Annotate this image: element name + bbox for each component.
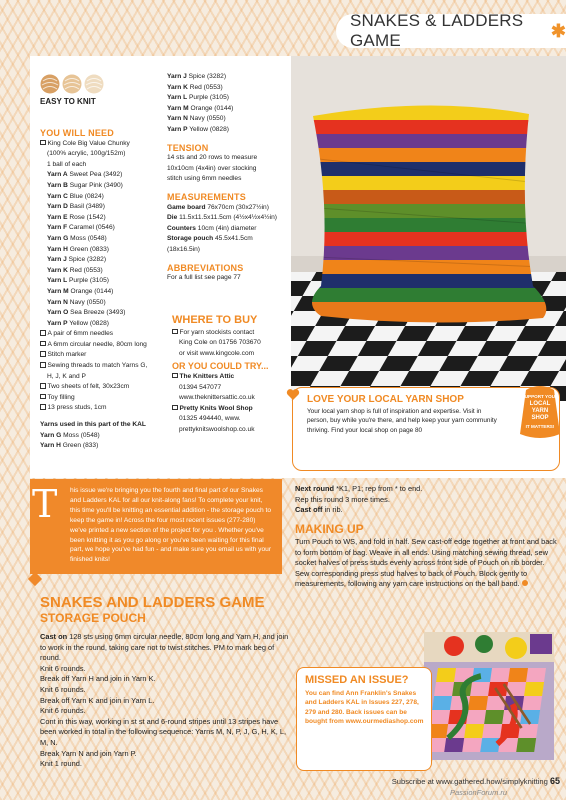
badge-text: SHOP: [531, 415, 549, 421]
cast-on-line: Cast on 128 sts using 6mm circular needle, 80cm long and Yarn H, and join to work in the round, taking care not to twist stitches. PM to mark beg of round.: [40, 632, 289, 663]
measurement-row: Die 11.5x11.5x11.5cm (4½x4½x4½in): [167, 214, 277, 222]
yarn-list: [40, 170, 155, 329]
extras-list: [40, 329, 155, 414]
checkbox-icon: [172, 329, 178, 335]
pattern-step: Cont in this way, working in st st and 6-round stripes until 13 stripes have been worked in total in the following sequence: Yarns M, N, P, J, G, H, K, L, M, N.: [40, 716, 287, 747]
stockist-line: King Cole on 01756 703670: [179, 339, 261, 347]
love-local-body: Your local yarn shop is full of inspiration and expertise. Visit in person, buy while you're there, and help keep your yarn community thriving. Find your local shop on page 80: [307, 408, 497, 434]
measurements-list: [167, 203, 292, 245]
tension-line: 14 sts and 20 rows to measure: [167, 154, 258, 162]
pattern-step: Break Yarn N and join Yarn P.: [40, 748, 137, 758]
checkbox-icon: [40, 341, 46, 347]
checkbox-icon: [40, 404, 46, 410]
tension-line: stitch using 6mm needles: [167, 175, 242, 183]
shop-phone: 01325 494440, www.: [179, 415, 241, 423]
rib-instructions: [295, 484, 560, 516]
checkbox-icon: [40, 140, 46, 146]
yarn-item: Yarn J Spice (3282): [167, 73, 227, 80]
yarn-item: Yarn E Rose (1542): [47, 213, 106, 221]
subscribe-link[interactable]: Subscribe at www.gathered.how/simplyknitting: [391, 777, 548, 786]
shop-name: Pretty Knits Wool Shop: [179, 404, 253, 412]
pattern-step: Break off Yarn K and join in Yarn L.: [40, 695, 155, 705]
shop-link[interactable]: www.theknittersattic.co.uk: [179, 394, 255, 402]
badge-text: LOCAL: [529, 401, 551, 407]
game-board-photo: [424, 632, 554, 760]
col2: [167, 72, 292, 284]
page-number: 65: [549, 776, 560, 786]
yarn-item: Yarn D Basil (3489): [47, 203, 105, 211]
making-up-heading: MAKING UP: [295, 522, 364, 536]
diamond-icon: [28, 572, 42, 586]
knitted-bag-photo: [291, 56, 566, 401]
badge-text: IT MATTERS!: [525, 424, 555, 429]
badge-text: SUPPORT YOUR: [521, 394, 559, 399]
missed-issue-body: You can find Ann Franklin's Snakes and Ladders KAL in Issues 227, 278, 279 and 280. Back issues can be bought from www.ourmediashop.com: [305, 690, 424, 726]
measurement-row: Storage pouch 45.5x41.5cm: [167, 235, 253, 243]
yarn-item: Yarn K Red (0553): [167, 83, 223, 91]
missed-issue-heading: MISSED AN ISSUE?: [305, 674, 409, 686]
yarn-item: Yarn M Orange (0144): [167, 104, 234, 112]
shop-badge-icon: [516, 384, 564, 445]
yarn-balls-icon: [40, 74, 104, 94]
pattern-step: Knit 6 rounds.: [40, 684, 86, 694]
yarn-item: Yarn G Moss (0548): [47, 234, 107, 242]
next-round-line: Next round *K1, P1; rep from * to end.: [295, 484, 423, 493]
intro-text: his issue we're bringing you the fourth and final part of our Snakes and Ladders KAL for all our knit-along fans! To complete your knit, this time you'll be knitting an essential addition - the storage pouch to keep the game in! Across the four most recent issues (277-280) we've printed a new section of the project for you . Whether you've been knitting it as you go along or you've been waiting for this final part, we hope you've had fun - and make sure you email us with your finished knits!: [70, 487, 272, 564]
where-to-buy-heading: WHERE TO BUY: [172, 314, 258, 326]
checkbox-icon: [40, 394, 46, 400]
material-item: A 6mm circular needle, 80cm long: [40, 340, 155, 351]
material-item: Stitch marker: [40, 350, 155, 361]
pattern-step: Knit 1 round.: [40, 759, 82, 769]
yarn-item: Yarn J Spice (3282): [47, 256, 107, 264]
kal-yarn-list: [40, 431, 155, 452]
shop-phone: 01394 547077: [179, 383, 222, 391]
footer: [350, 776, 560, 786]
materials-intro-line: 1 ball of each: [47, 160, 87, 168]
material-item: Sewing threads to match Yarns G,: [40, 361, 155, 372]
making-up-body: Turn Pouch to WS, and fold in half. Sew cast-off edge together at front and back to form bottom of bag. Weave in all ends. Using matching sewing thread, sew socket halves of press studs evenly across front side of Pouch on rib border. Sew corresponding press stud halves to back of Pouch. Block gently to measurements, following any yarn care instructions on the ball band.: [295, 537, 557, 589]
pattern-step: Knit 6 rounds.: [40, 663, 86, 673]
yarn-item: Yarn N Navy (0550): [47, 298, 106, 306]
intro-box: [30, 479, 282, 574]
pattern-subtitle: STORAGE POUCH: [40, 611, 146, 625]
measurement-row: Counters 10cm (4in) diameter: [167, 224, 257, 232]
you-will-need: [40, 128, 155, 452]
love-local-heading: LOVE YOUR LOCAL YARN SHOP: [307, 394, 464, 405]
stockist-line: For yarn stockists contact: [179, 328, 255, 336]
tension-line: 10x10cm (4x4in) over stocking: [167, 164, 257, 172]
yarn-item: Yarn L Purple (3105): [47, 277, 109, 285]
pattern-steps: [40, 664, 292, 770]
materials-intro-line: (100% acrylic, 100g/152m): [47, 150, 126, 158]
yarn-item: Yarn L Purple (3105): [167, 94, 229, 102]
yarn-item: Yarn H Green (0833): [47, 245, 109, 253]
yarn-item: Yarn O Sea Breeze (3493): [47, 309, 126, 317]
cast-off-line: Cast off in rib.: [295, 505, 343, 515]
material-item: H, J, K and P: [47, 372, 86, 380]
missed-issue-box: [296, 667, 432, 771]
yarn-item: Yarn B Sugar Pink (3490): [47, 181, 123, 189]
yarn-item: Yarn P Yellow (0828): [47, 319, 109, 327]
abbreviations-text: For a full list see page 77: [167, 274, 241, 282]
measurements-extra: (18x16.5in): [167, 245, 200, 253]
watermark: PassionForum.ru: [450, 788, 508, 797]
checkbox-icon: [40, 362, 46, 368]
repeat-line: Rep this round 3 more times.: [295, 494, 390, 504]
material-item: A pair of 6mm needles: [40, 329, 155, 340]
measurements-heading: MEASUREMENTS: [167, 191, 246, 202]
pattern-step: Break off Yarn H and join in Yarn K.: [40, 674, 156, 684]
abbreviations-heading: ABBREVIATIONS: [167, 262, 244, 273]
kal-yarn-item: Yarn H Green (833): [40, 442, 99, 450]
difficulty-label: EASY TO KNIT: [40, 97, 96, 106]
intro-drop-cap: T: [32, 482, 58, 526]
you-will-need-heading: YOU WILL NEED: [40, 128, 114, 138]
pattern-step: Knit 6 rounds.: [40, 706, 86, 716]
material-item: 13 press studs, 1cm: [40, 403, 155, 414]
tension-heading: TENSION: [167, 142, 209, 153]
end-mark-icon: [522, 580, 528, 586]
badge-text: YARN: [531, 408, 549, 414]
shop-link[interactable]: prettyknitswoolshop.co.uk: [179, 425, 255, 433]
material-item: Two sheets of felt, 30x23cm: [40, 382, 155, 393]
yarn-item: Yarn N Navy (0550): [167, 115, 226, 123]
materials-intro: King Cole Big Value Chunky: [40, 139, 155, 150]
checkbox-icon: [40, 383, 46, 389]
heart-icon: [286, 388, 300, 406]
kal-yarn-item: Yarn G Moss (0548): [40, 431, 100, 439]
page-title: SNAKES & LADDERS GAME: [350, 11, 524, 50]
checkbox-icon: [40, 330, 46, 336]
material-item: Toy filling: [40, 393, 155, 404]
yarn-item: Yarn M Orange (0144): [47, 287, 114, 295]
kal-yarns-heading: Yarns used in this part of the KAL: [40, 421, 146, 429]
yarn-item: Yarn F Caramel (0546): [47, 224, 115, 232]
yarn-item: Yarn P Yellow (0828): [167, 125, 229, 133]
pattern-instructions: [40, 632, 292, 770]
checkbox-icon: [172, 405, 178, 411]
checkbox-icon: [172, 373, 178, 379]
shop-name: The Knitters Attic: [179, 372, 235, 380]
header-tab: [336, 11, 566, 50]
col2-yarn-list: [167, 72, 292, 136]
measurement-row: Game board 76x70cm (30x27½in): [167, 203, 269, 211]
pattern-title: SNAKES AND LADDERS GAME: [40, 594, 265, 611]
asterisk-icon: ✱: [550, 20, 566, 41]
stockist-link[interactable]: or visit www.kingcole.com: [179, 349, 255, 357]
where-to-buy: [172, 315, 290, 436]
checkbox-icon: [40, 351, 46, 357]
yarn-item: Yarn C Blue (0824): [47, 192, 104, 200]
yarn-item: Yarn K Red (0553): [47, 266, 103, 274]
could-try-heading: OR YOU COULD TRY...: [172, 361, 269, 372]
yarn-item: Yarn A Sweet Pea (3492): [47, 171, 123, 179]
